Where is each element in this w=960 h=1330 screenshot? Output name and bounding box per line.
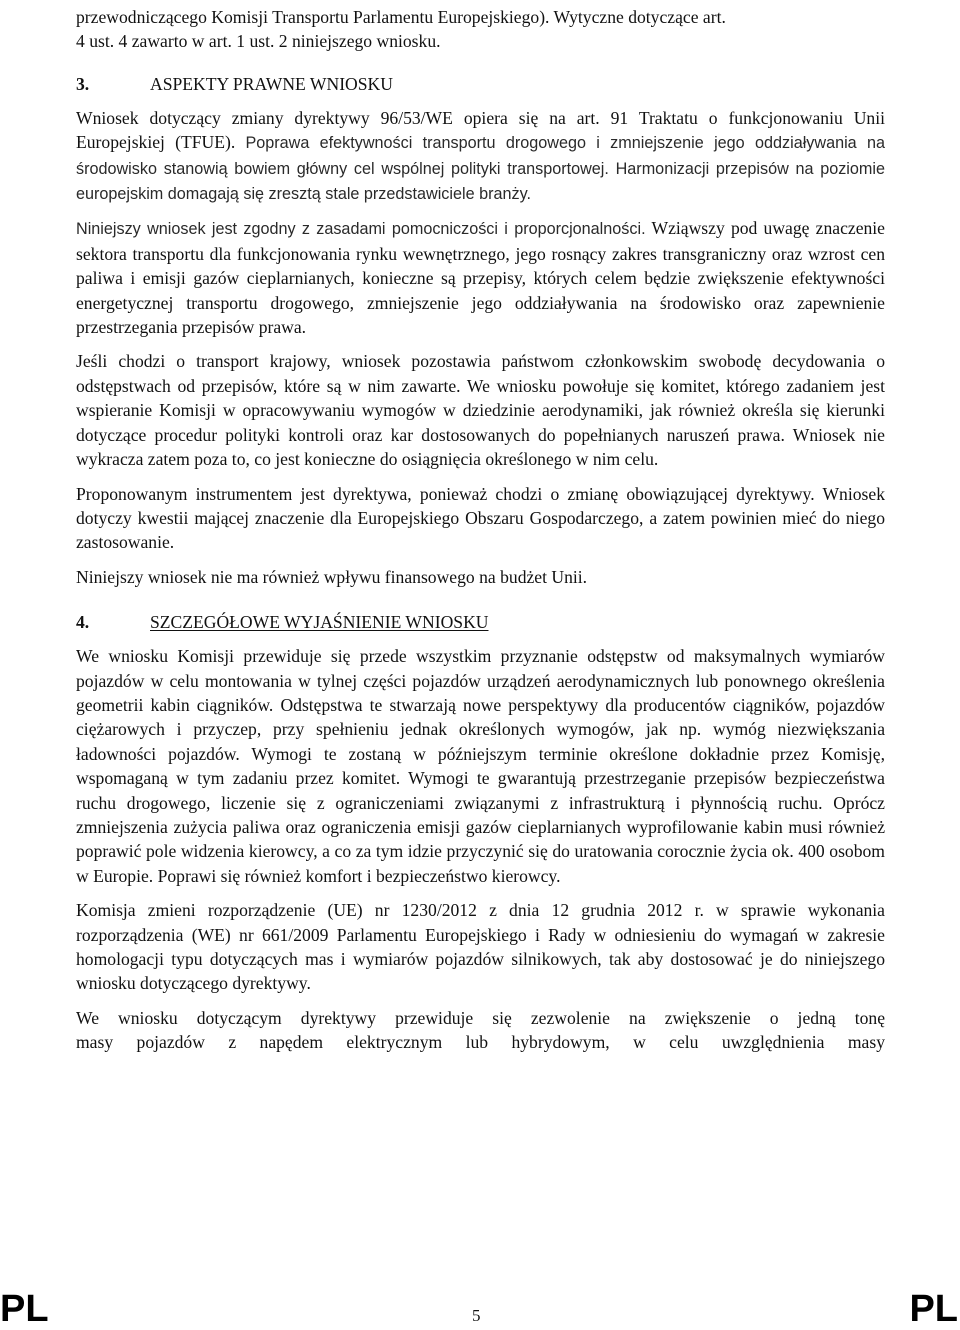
document-page [76, 0, 885, 1055]
section-3-paragraph-5: Niniejszy wniosek nie ma również wpływu finansowego na budżet Unii. [76, 566, 588, 587]
section-4-paragraph-3-line-2: masy pojazdów z napędem elektrycznym lub hybrydowym, w celu uwzględnienia masy [76, 1032, 885, 1053]
page-number: 5 [472, 1306, 481, 1325]
section-3-paragraph-1 [76, 106, 885, 207]
section-4-paragraph-2: Komisja zmieni rozporządzenie (UE) nr 1230/2012 z dnia 12 grudnia 2012 r. w sprawie wykonania rozporządzenia (WE) nr 661/2009 Parlamentu Europejskiego i Rady w odniesieniu do wymagań w zakresie homologacji typu dotyczących mas i wymiarów pojazdów silnikowych, tak aby dostosować je do niniejszego wniosku dotyczącego dyrektywy. [76, 900, 885, 994]
section-4-paragraph-3 [76, 1006, 885, 1055]
policy-goal-text: Poprawa efektywności transportu drogowego i zmniejszenie jego oddziaływania na środowisko stanowią bowiem główny cel wspólnej polityki transportowej. Harmonizacji przepisów na poziomie europejskim domagają się zresztą stale przedstawiciele branży. [76, 134, 885, 204]
legal-basis-text: Wniosek dotyczący zmiany dyrektywy 96/53/WE opiera się na art. 91 Traktatu o funkcjonowaniu Unii Europejskiej (TFUE). [76, 107, 885, 153]
section-3-heading [76, 72, 885, 96]
rationale-text: Wziąwszy pod uwagę znaczenie sektora transportu dla funkcjonowania rynku wewnętrznego, jego rosnący zakres transgraniczny oraz wzrost cen paliwa i emisji gazów cieplarnianych, konieczne są przepisy, których celem będzie zwiększenie efektywności energetycznej transportu drogowego, zmniejszenie jego oddziaływania na środowisko oraz zapewnienie przestrzegania przepisów prawa. [76, 218, 885, 338]
section-4-heading [76, 610, 885, 634]
section-3-title: ASPEKTY PRAWNE WNIOSKU [150, 73, 393, 94]
intro-line-2: 4 ust. 4 zawarto w art. 1 ust. 2 niniejszego wniosku. [76, 31, 441, 52]
section-3-paragraph-4: Proponowanym instrumentem jest dyrektywa, ponieważ chodzi o zmianę obowiązującej dyrektywy. Wniosek dotyczy kwestii mającej znaczenie dla Europejskiego Obszaru Gospodarczego, a zatem powinien mieć do niego zastosowanie. [76, 483, 885, 553]
intro-line-1: przewodniczącego Komisji Transportu Parlamentu Europejskiego). Wytyczne dotyczące art. [76, 7, 726, 27]
section-4-number: 4. [76, 612, 90, 633]
section-4-paragraph-1: We wniosku Komisji przewiduje się przede wszystkim przyznanie odstępstw od maksymalnych wymiarów pojazdów w celu montowania w tylnej części pojazdów urządzeń aerodynamicznych lub ponownego określenia geometrii kabin ciągników. Odstępstwa te stwarzają nowe perspektywy dla producentów ciągników, pojazdów ciężarowych i przyczep, przy spełnieniu jednak określonych wymogów, jak np. wymóg niezwiększania ładowności pojazdów. Wymogi te zostaną w późniejszym terminie określone dokładnie przez Komisję, wspomaganą w tym zadaniu przez komitet. Wymogi te gwarantują przestrzeganie przepisów bezpieczeństwa ruchu drogowego, liczenie się z ograniczeniami związanymi z infrastrukturą i płynnością ruchu. Oprócz zmniejszenia zużycia paliwa oraz ograniczenia emisji gazów cieplarnianych wyprofilowanie kabin musi również poprawić pole widzenia kierowcy, a co za tym idzie przyczynić się do uratowania corocznie życia ok. 400 osobom w Europie. Poprawi się również komfort i bezpieczeństwo kierowcy. [76, 646, 885, 886]
footer-language-right: PL [909, 1288, 958, 1330]
footer-language-left: PL [0, 1288, 49, 1330]
section-3-paragraph-3: Jeśli chodzi o transport krajowy, wniosek pozostawia państwom członkowskim swobodę decydowania o odstępstwach od przepisów, które są w nim zawarte. We wniosku powołuje się komitet, którego zadaniem jest wspieranie Komisji w opracowywaniu wymogów w dziedzinie aerodynamiki, jak również określa się kierunki dotyczące procedur polityki kontroli oraz kar dostosowanych do popełnianych naruszeń prawa. Wniosek nie wykracza zatem poza to, co jest konieczne do osiągnięcia określonego w nim celu. [76, 351, 885, 470]
intro-paragraph [76, 5, 885, 54]
section-4-paragraph-3-line-1: We wniosku dotyczącym dyrektywy przewiduje się zezwolenie na zwiększenie o jedną tonę [76, 1007, 885, 1028]
section-3-paragraph-2 [76, 216, 885, 339]
section-3-number: 3. [76, 73, 90, 94]
section-4-title: SZCZEGÓŁOWE WYJAŚNIENIE WNIOSKU [150, 612, 489, 633]
subsidiarity-text: Niniejszy wniosek jest zgodny z zasadami pomocniczości i proporcjonalności. [76, 220, 646, 239]
